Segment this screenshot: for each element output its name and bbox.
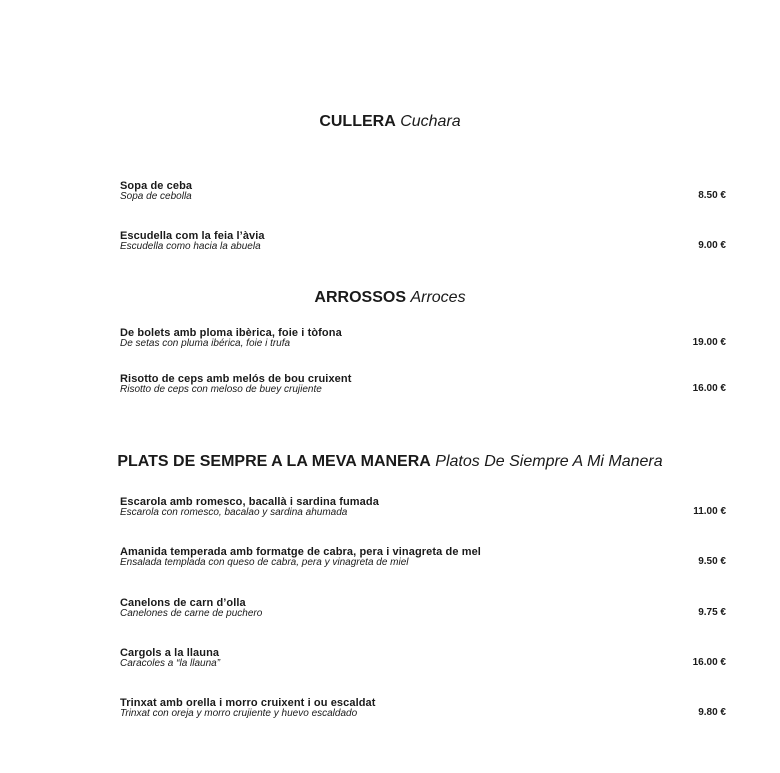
dish-price: 9.80 € [698, 707, 726, 718]
dish-price: 16.00 € [692, 383, 726, 394]
menu-item [120, 230, 726, 256]
dish-name: Cargols a la llauna [120, 647, 220, 659]
menu-item [120, 597, 726, 623]
dish-translation: Caracoles a “la llauna” [120, 658, 221, 669]
menu-item [120, 373, 726, 399]
dish-price: 16.00 € [692, 657, 726, 668]
dish-price: 19.00 € [692, 337, 726, 348]
section-title-catalan: ARROSSOS [314, 289, 406, 306]
section-title-catalan: CULLERA [319, 113, 396, 130]
dish-price: 9.50 € [698, 556, 726, 567]
dish-translation: De setas con pluma ibérica, foie i trufa [120, 338, 291, 349]
menu-item [120, 546, 726, 572]
dish-name: Sopa de ceba [120, 180, 193, 192]
menu-item [120, 647, 726, 673]
menu-item [120, 496, 726, 522]
dish-name: Amanida temperada amb formatge de cabra, pera i vinagreta de mel [120, 546, 481, 558]
section-title-catalan: PLATS DE SEMPRE A LA MEVA MANERA [117, 453, 431, 470]
dish-translation: Escudella como hacia la abuela [120, 241, 261, 252]
section-title-spanish: Arroces [410, 289, 466, 306]
dish-price: 11.00 € [693, 506, 726, 517]
dish-translation: Escarola con romesco, bacalao y sardina ahumada [120, 507, 348, 518]
dish-name: Trinxat amb orella i morro cruixent i ou escaldat [120, 697, 376, 709]
dish-translation: Ensalada templada con queso de cabra, pera y vinagreta de miel [120, 557, 409, 568]
dish-price: 9.75 € [698, 607, 726, 618]
section-title-spanish: Cuchara [400, 113, 461, 130]
menu-item [120, 327, 726, 353]
dish-translation: Canelones de carne de puchero [120, 608, 263, 619]
section-heading-plats-de-sempre [0, 452, 780, 472]
dish-translation: Sopa de cebolla [120, 191, 192, 202]
dish-name: Canelons de carn d’olla [120, 597, 246, 609]
dish-name: Escarola amb romesco, bacallà i sardina fumada [120, 496, 379, 508]
dish-translation: Trinxat con oreja y morro crujiente y huevo escaldado [120, 708, 358, 719]
menu-item [120, 697, 726, 723]
dish-name: De bolets amb ploma ibèrica, foie i tòfona [120, 327, 342, 339]
dish-name: Risotto de ceps amb melós de bou cruixent [120, 373, 352, 385]
menu-item [120, 180, 726, 206]
dish-price: 8.50 € [698, 190, 726, 201]
dish-translation: Risotto de ceps con meloso de buey crujiente [120, 384, 322, 395]
section-heading-cullera [0, 112, 780, 132]
section-heading-arrossos [0, 288, 780, 308]
dish-name: Escudella com la feia l’àvia [120, 230, 265, 242]
dish-price: 9.00 € [698, 240, 726, 251]
section-title-spanish: Platos De Siempre A Mi Manera [435, 453, 663, 470]
